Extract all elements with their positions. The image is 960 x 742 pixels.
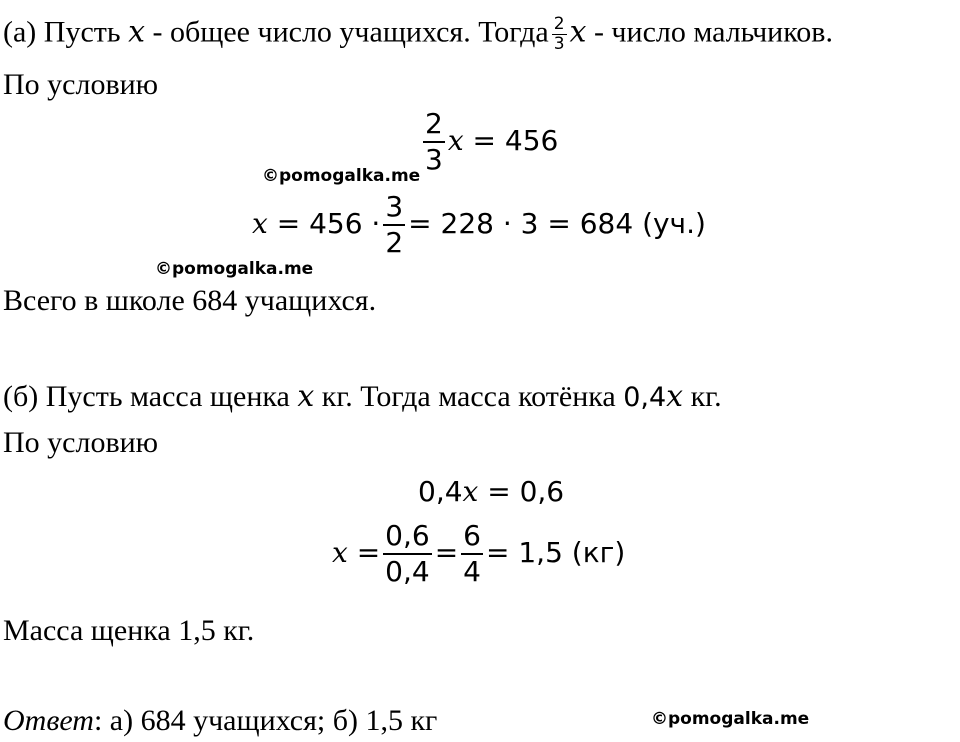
fraction: $\frac{0,6}{0,4}$ — [385, 519, 430, 588]
answer-line — [3, 706, 437, 736]
answer-text: : а) 684 учащихся; б) 1,5 кг — [93, 704, 438, 737]
part-b-condition: По условию — [3, 426, 159, 459]
part-b-equation-2: x = $\frac{0,6}{0,4}$ = $\frac{6}{4}$ = 1,5 (кг) — [332, 519, 626, 588]
part-a-equation-1: $\frac{2}{3}$ x = 456 — [425, 107, 559, 176]
answer-label: Ответ — [3, 704, 94, 737]
fraction: $\frac{6}{4}$ — [463, 519, 481, 588]
watermark: ©pomogalka.me — [155, 259, 314, 279]
part-b-intro: (б) Пусть масса щенка x кг. Тогда масса котёнка 0,4x кг. — [3, 379, 722, 414]
fraction: $\frac{2}{3}$ — [425, 107, 443, 176]
watermark: ©pomogalka.me — [651, 709, 810, 729]
fraction-two-thirds: $\frac{2}{3}$ — [553, 14, 565, 54]
part-b-equation-1: 0,4x = 0,6 — [418, 475, 565, 508]
fraction: $\frac{3}{2}$ — [385, 190, 404, 259]
part-a-intro: (а) Пусть x - общее число учащихся. Тогда $\frac{2}{3}$ x - число мальчиков. — [3, 14, 833, 54]
part-b-conclusion: Масса щенка 1,5 кг. — [3, 614, 255, 647]
part-a-conclusion: Всего в школе 684 учащихся. — [3, 284, 377, 317]
watermark: ©pomogalka.me — [262, 166, 421, 186]
part-a-condition: По условию — [3, 68, 159, 101]
part-a-equation-2: x = 456 · $\frac{3}{2}$ = 228 · 3 = 684 (уч.) — [252, 190, 706, 259]
var-x: x — [569, 14, 587, 50]
var-x: x — [128, 14, 145, 50]
